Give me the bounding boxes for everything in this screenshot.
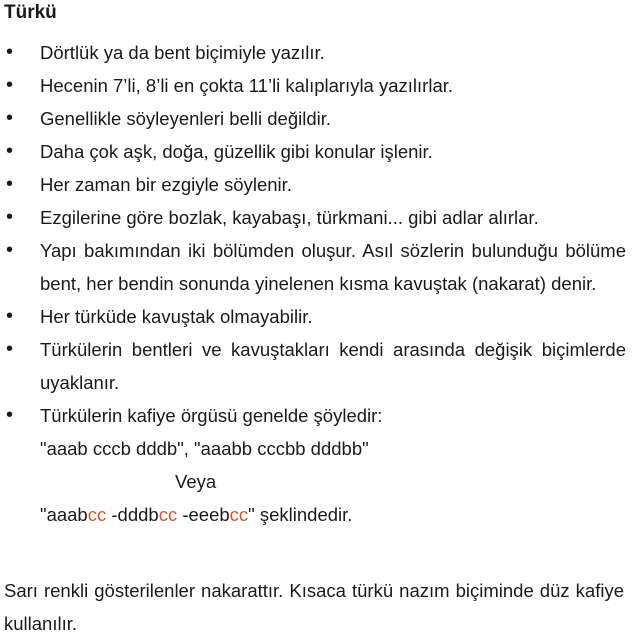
rhyme-scheme-or: Veya [175, 471, 217, 492]
list-item [0, 201, 626, 234]
bullet-icon: • [6, 305, 14, 327]
list-item-text: Türkülerin bentleri ve kavuştakları kendi arasında değişik biçimlerde uyaklanır. [40, 339, 626, 393]
list-item-text: Her zaman bir ezgiyle söylenir. [40, 174, 292, 195]
list-item [0, 36, 626, 69]
bullet-icon: • [6, 140, 14, 162]
list-item-text: Genellikle söyleyenleri belli değildir. [40, 108, 332, 129]
bullet-icon: • [6, 338, 14, 360]
list-item-text: Daha çok aşk, doğa, güzellik gibi konular işlenir. [40, 141, 433, 162]
summary-paragraph: Sarı renkli gösterilenler nakarattır. Kısaca türkü nazım biçiminde düz kafiye kullanılır. [4, 580, 624, 634]
refrain-highlight: cc [229, 504, 249, 525]
bullet-icon: • [6, 404, 14, 426]
scheme-part: "aaab [40, 504, 88, 525]
list-item-text: Yapı bakımından iki bölümden oluşur. Asıl sözlerin bulunduğu bölüme bent, her bendin sonunda yinelenen kısma kavuştak (nakarat) denir. [40, 240, 626, 294]
rhyme-scheme-highlighted-line [40, 498, 626, 531]
bullet-icon: • [6, 41, 14, 63]
refrain-highlight: cc [158, 504, 178, 525]
list-item [0, 102, 626, 135]
bullet-icon: • [6, 74, 14, 96]
list-item [0, 135, 626, 168]
rhyme-scheme-line: "aaab cccb dddb", "aaabb cccbb dddbb" [40, 438, 369, 459]
list-item-text: Türkülerin kafiye örgüsü genelde şöyledir: [40, 405, 383, 426]
list-item [0, 333, 626, 399]
bullet-icon: • [6, 173, 14, 195]
list-item [0, 300, 626, 333]
list-item-text: Her türküde kavuştak olmayabilir. [40, 306, 313, 327]
feature-list [0, 36, 626, 531]
scheme-part: " şeklindedir. [248, 504, 353, 525]
bullet-icon: • [6, 239, 14, 261]
section-title: Türkü [4, 2, 57, 23]
list-item [0, 168, 626, 201]
list-item-text: Dörtlük ya da bent biçimiyle yazılır. [40, 42, 325, 63]
list-item [0, 69, 626, 102]
bullet-icon: • [6, 206, 14, 228]
list-item-text: Hecenin 7’li, 8’li en çokta 11’li kalıplarıyla yazılırlar. [40, 75, 454, 96]
list-item [0, 234, 626, 300]
refrain-highlight: cc [87, 504, 107, 525]
scheme-part: -dddb [106, 504, 159, 525]
scheme-part: -eeeb [177, 504, 230, 525]
list-item [0, 399, 626, 531]
bullet-icon: • [6, 107, 14, 129]
list-item-text: Ezgilerine göre bozlak, kayabaşı, türkmani... gibi adlar alırlar. [40, 207, 539, 228]
